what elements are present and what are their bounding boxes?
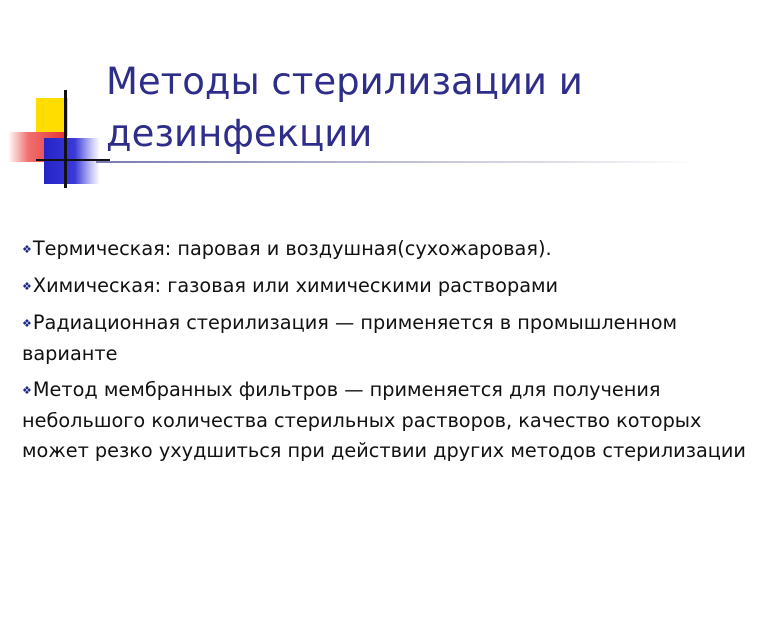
diamond-bullet-icon: ❖ [22,384,32,397]
blue-square [44,138,100,184]
diamond-bullet-icon: ❖ [22,280,32,293]
diamond-bullet-icon: ❖ [22,317,32,330]
vertical-line [64,90,67,188]
decorative-logo [0,0,110,200]
title-line-1: Методы стерилизации и [106,60,583,103]
bullet-item [22,375,762,466]
bullet-item [22,308,762,369]
bullet-text: Термическая: паровая и воздушная(сухожаровая). [32,237,552,260]
bullet-item [22,234,762,265]
diamond-bullet-icon: ❖ [22,243,32,256]
title-underline [96,161,696,163]
bullet-item [22,271,762,302]
bullet-text: Метод мембранных фильтров — применяется для получения небольшого количества стерильных растворов, качество которых может резко ухудшиться при действии других методов стерилизации [22,378,746,462]
bullet-text: Химическая: газовая или химическими растворами [32,274,559,297]
bullet-list [22,234,762,472]
bullet-text: Радиационная стерилизация — применяется в промышленном варианте [22,311,678,365]
title-line-2: дезинфекции [106,112,373,155]
slide-title [106,56,726,160]
